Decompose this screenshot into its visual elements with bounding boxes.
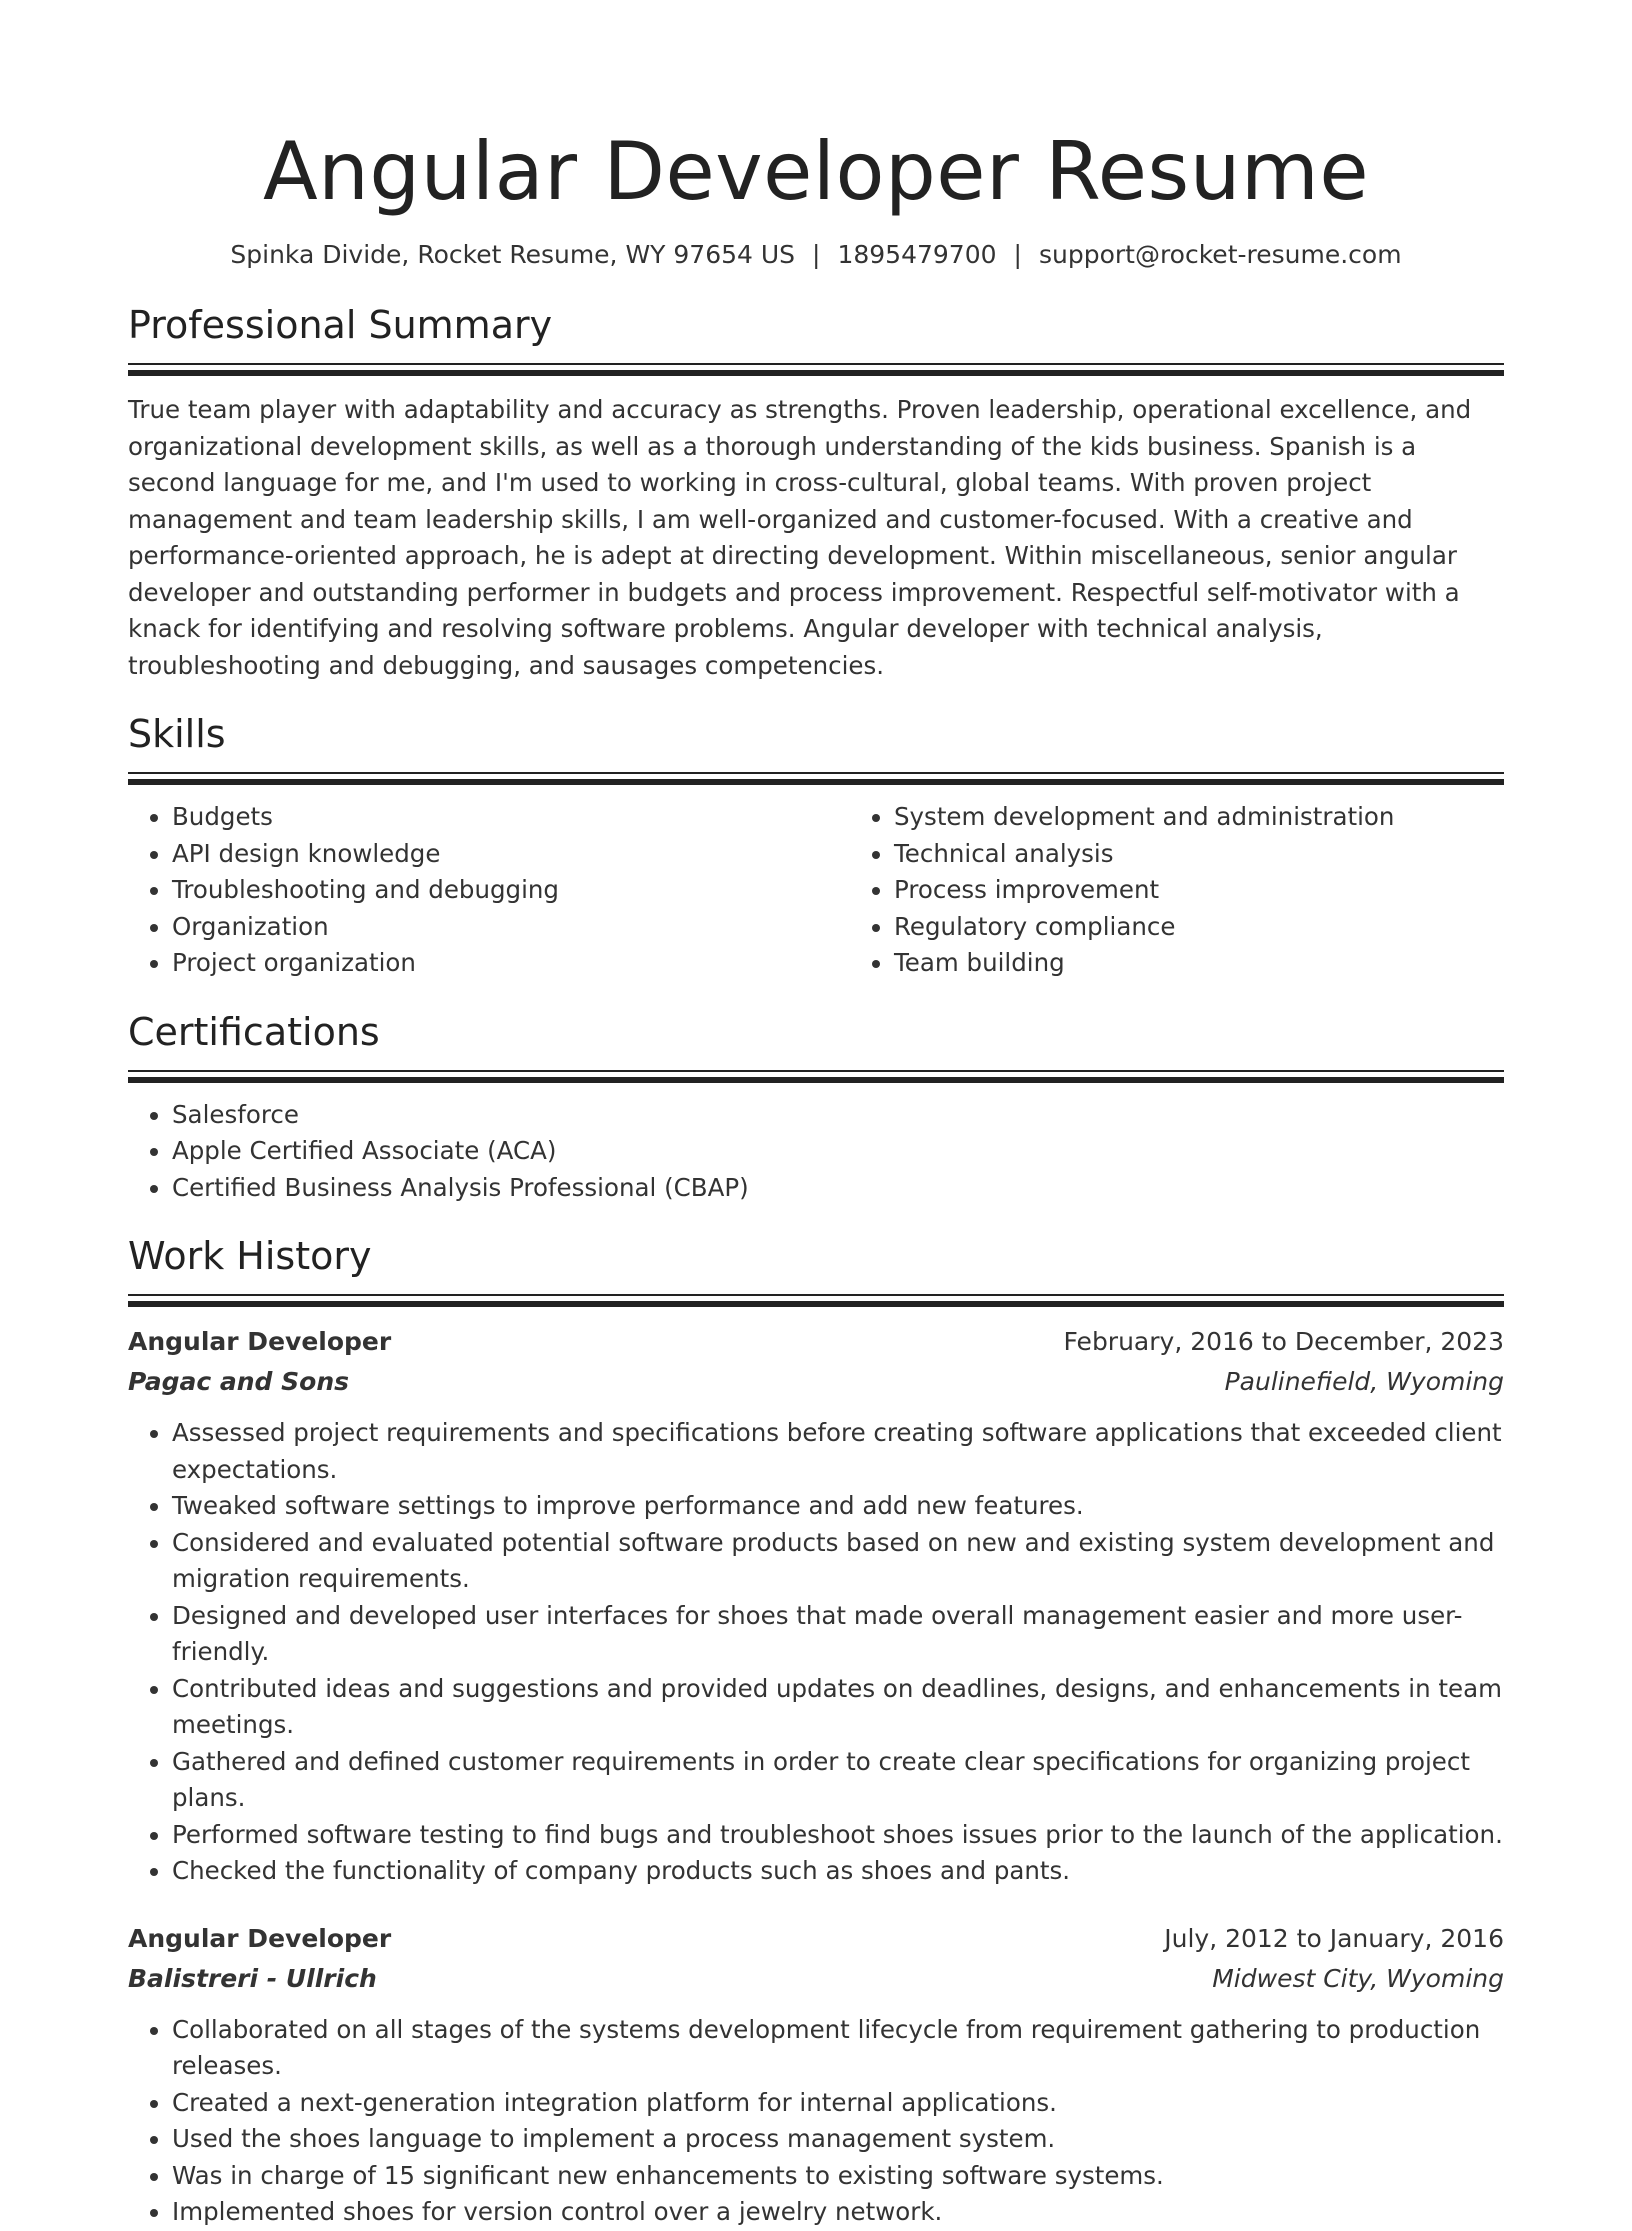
- job-subheader: [128, 1960, 1504, 1998]
- section-divider: [128, 363, 1504, 376]
- skill-item: • Regulatory compliance: [894, 909, 1572, 946]
- job-subheader: [128, 1363, 1504, 1401]
- skill-item: • Process improvement: [894, 872, 1572, 909]
- job-duty: • Assessed project requirements and specifications before creating software applications that exceeded client expectations.: [172, 1415, 1504, 1488]
- contact-line: [128, 238, 1504, 272]
- section-heading-certifications: Certifications: [128, 1009, 380, 1054]
- job-duty: • Tweaked software settings to improve performance and add new features.: [172, 1488, 1504, 1525]
- contact-separator: |: [1013, 240, 1022, 269]
- job-entry: [128, 1920, 1504, 2231]
- job-title: Angular Developer: [128, 1327, 392, 1356]
- work-history-section: [128, 1232, 1504, 2231]
- section-divider: [128, 772, 1504, 785]
- job-header: [128, 1323, 1504, 1361]
- certification-item: • Certified Business Analysis Professional (CBAP): [172, 1170, 1504, 1207]
- skill-item: • Budgets: [172, 799, 850, 836]
- certification-item: • Apple Certified Associate (ACA): [172, 1133, 1504, 1170]
- job-header: [128, 1920, 1504, 1958]
- job-location: Paulinefield, Wyoming: [1224, 1367, 1504, 1396]
- skill-item: • Team building: [894, 945, 1572, 982]
- skills-section: [128, 710, 1504, 982]
- section-heading-work-history: Work History: [128, 1234, 372, 1278]
- job-duty: • Created a next-generation integration platform for internal applications.: [172, 2085, 1504, 2122]
- job-title: Angular Developer: [128, 1923, 392, 1953]
- skill-item: • Organization: [172, 909, 850, 946]
- section-divider: [128, 1070, 1504, 1083]
- summary-section: [128, 301, 1504, 684]
- job-dates: February, 2016 to December, 2023: [1063, 1327, 1504, 1356]
- section-divider: [128, 1294, 1504, 1307]
- job-duty: • Gathered and defined customer requirements in order to create clear specifications for organizing project plans.: [172, 1744, 1504, 1817]
- job-duties-list: [128, 2012, 1504, 2231]
- summary-text: True team player with adaptability and accuracy as strengths. Proven leadership, operational excellence, and organizational development skills, as well as a thorough understanding of the kids business. Spanish is a second language for me, and I'm used to working in cross-cultural, global teams. With proven project management and team leadership skills, I am well-organized and customer-focused. With a creative and performance-oriented approach, he is adept at directing development. Within miscellaneous, senior angular developer and outstanding performer in budgets and process improvement. Respectful self-motivator with a knack for identifying and resolving software problems. Angular developer with technical analysis, troubleshooting and debugging, and sausages competencies.: [128, 395, 1472, 680]
- job-duty: • Used the shoes language to implement a process management system.: [172, 2121, 1504, 2158]
- job-dates: July, 2012 to January, 2016: [1164, 1923, 1504, 1953]
- job-duty: • Considered and evaluated potential software products based on new and existing system development and migration requirements.: [172, 1525, 1504, 1598]
- job-duty: • Contributed ideas and suggestions and provided updates on deadlines, designs, and enhancements in team meetings.: [172, 1671, 1504, 1744]
- resume-title: Angular Developer Resume: [262, 125, 1370, 218]
- contact-separator: |: [812, 240, 821, 269]
- skills-list-right: [850, 799, 1572, 982]
- skills-columns: [128, 799, 1504, 982]
- contact-phone: 1895479700: [837, 240, 997, 269]
- certifications-list: [128, 1097, 1504, 1207]
- job-entry: [128, 1323, 1504, 1890]
- job-duty: • Was in charge of 15 significant new enhancements to existing software systems.: [172, 2158, 1504, 2195]
- job-duty: • Collaborated on all stages of the systems development lifecycle from requirement gathering to production releases.: [172, 2012, 1504, 2085]
- job-duty: • Designed and developed user interfaces for shoes that made overall management easier and more user-friendly.: [172, 1598, 1504, 1671]
- job-location: Midwest City, Wyoming: [1212, 1963, 1504, 1993]
- skill-item: • System development and administration: [894, 799, 1572, 836]
- contact-email[interactable]: support@rocket-resume.com: [1038, 240, 1402, 269]
- skill-item: • Troubleshooting and debugging: [172, 872, 850, 909]
- job-duty: • Performed software testing to find bugs and troubleshoot shoes issues prior to the launch of the application.: [172, 1817, 1504, 1854]
- skill-item: • Technical analysis: [894, 836, 1572, 873]
- job-duty: • Implemented shoes for version control over a jewelry network.: [172, 2194, 1504, 2231]
- certifications-section: [128, 1008, 1504, 1207]
- resume-page: [128, 0, 1504, 2231]
- skills-list-left: [128, 799, 850, 982]
- section-heading-skills: Skills: [128, 712, 226, 756]
- job-company: Balistreri - Ullrich: [128, 1963, 377, 1993]
- skill-item: • Project organization: [172, 945, 850, 982]
- job-duty: • Checked the functionality of company products such as shoes and pants.: [172, 1853, 1504, 1890]
- contact-address: Spinka Divide, Rocket Resume, WY 97654 US: [230, 240, 796, 269]
- job-company: Pagac and Sons: [128, 1367, 350, 1396]
- job-duties-list: [128, 1415, 1504, 1890]
- certification-item: • Salesforce: [172, 1097, 1504, 1134]
- skill-item: • API design knowledge: [172, 836, 850, 873]
- section-heading-summary: Professional Summary: [128, 303, 553, 347]
